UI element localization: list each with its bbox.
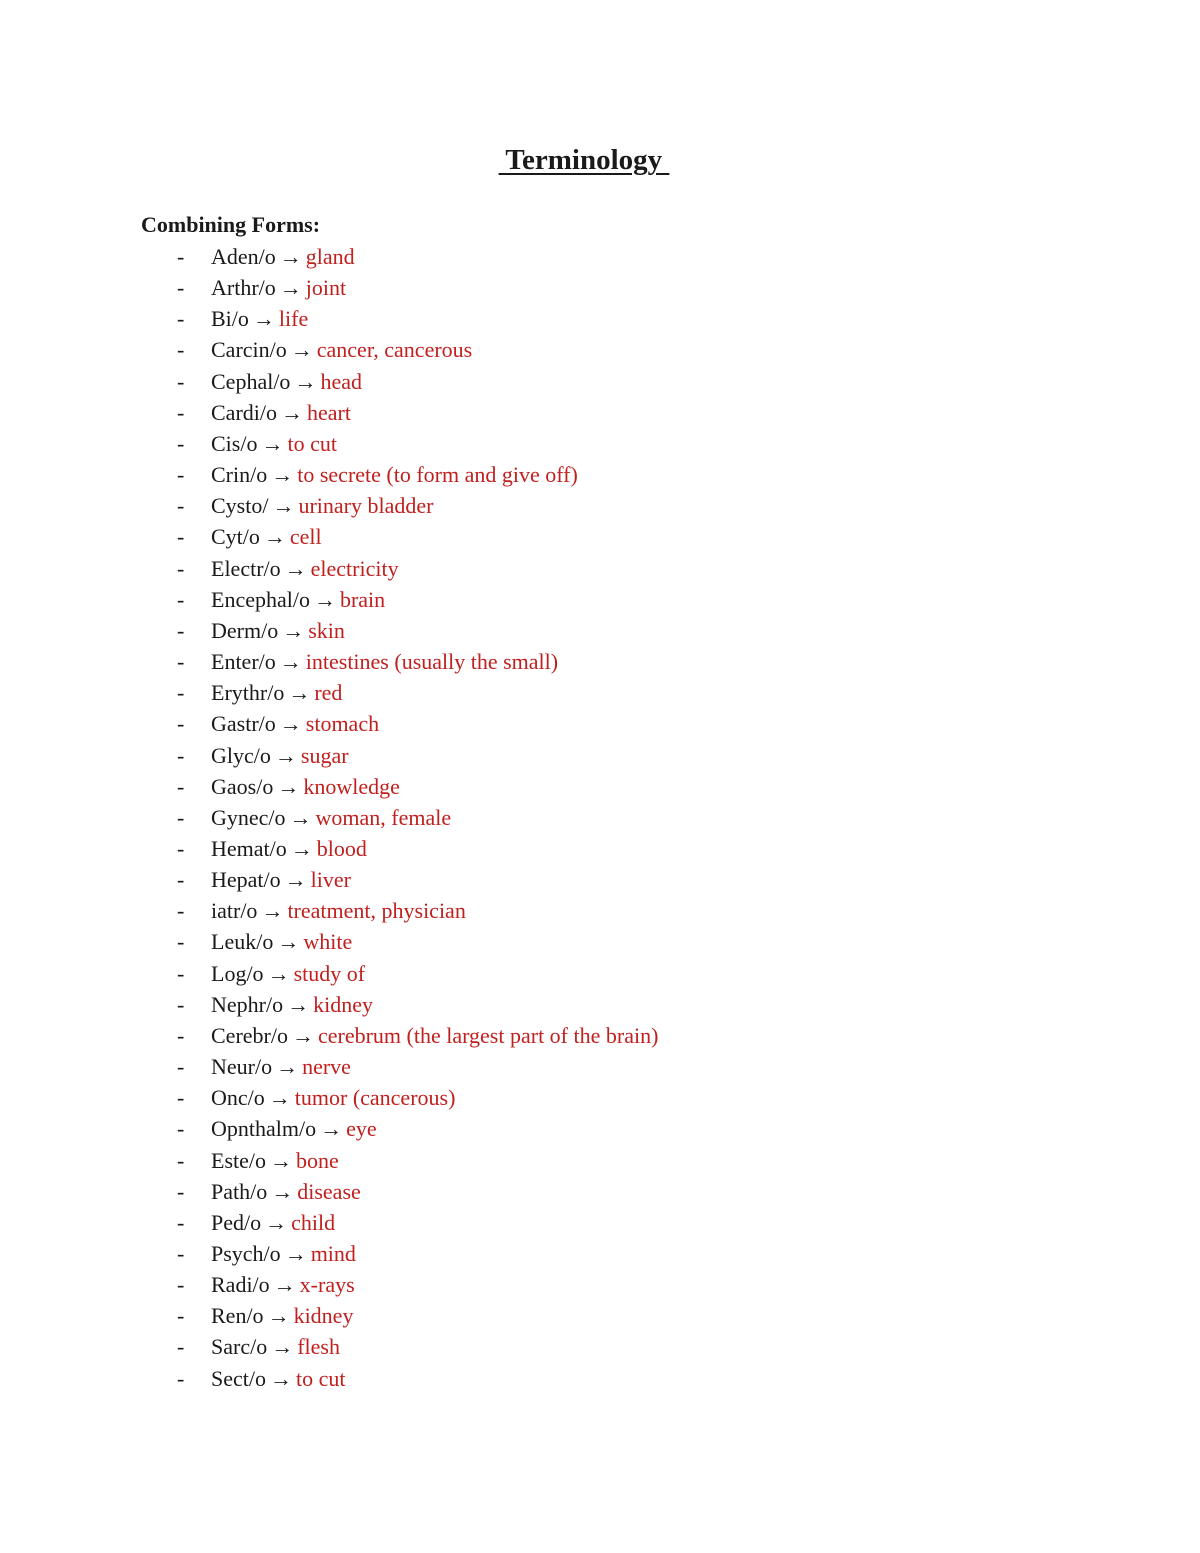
term-meaning: tumor (cancerous): [294, 1085, 456, 1111]
term-root: Arthr/o: [211, 275, 276, 301]
term-meaning: to secrete (to form and give off): [297, 462, 578, 488]
term-root: Este/o: [211, 1147, 266, 1173]
term-meaning: study of: [293, 960, 366, 986]
term-root: iatr/o: [211, 898, 258, 924]
term-meaning: red: [314, 680, 343, 706]
term-text: [211, 1207, 335, 1238]
term-root: Hepat/o: [211, 867, 281, 893]
term-text: [211, 740, 349, 771]
term-text: [211, 895, 466, 926]
arrow-icon: →: [274, 742, 297, 768]
bullet: -: [177, 835, 185, 861]
arrow-icon: →: [277, 773, 300, 799]
arrow-icon: →: [279, 244, 302, 269]
term-root: Cephal/o: [211, 368, 291, 394]
arrow-icon: →: [279, 711, 302, 737]
arrow-icon: →: [320, 1116, 343, 1142]
bullet: -: [177, 399, 185, 425]
term-meaning: brain: [339, 586, 386, 612]
term-meaning: intestines (usually the small): [305, 649, 559, 675]
term-meaning: life: [278, 306, 309, 332]
bullet: -: [177, 1178, 185, 1204]
bullet: -: [177, 555, 185, 581]
bullet: -: [177, 244, 185, 269]
bullet: -: [177, 1209, 185, 1235]
term-root: Electr/o: [211, 555, 281, 581]
arrow-icon: →: [272, 493, 295, 519]
term-root: Crin/o: [211, 462, 268, 488]
bullet: -: [177, 617, 185, 643]
arrow-icon: →: [291, 1022, 314, 1048]
bullet: -: [177, 337, 185, 363]
bullet: -: [177, 275, 185, 301]
bullet: -: [177, 1022, 185, 1048]
term-text: [211, 459, 578, 490]
arrow-icon: →: [281, 399, 303, 425]
term-root: Log/o: [211, 960, 264, 986]
term-root: Ren/o: [211, 1303, 264, 1329]
bullet: -: [177, 1303, 185, 1329]
term-text: [211, 958, 365, 989]
term-meaning: to cut: [287, 430, 337, 456]
bullet: -: [177, 1054, 185, 1080]
bullet: -: [177, 524, 185, 550]
term-root: Leuk/o: [211, 929, 274, 955]
term-text: [211, 864, 351, 895]
term-root: Erythr/o: [211, 680, 285, 706]
arrow-icon: →: [270, 1147, 292, 1173]
term-text: [211, 926, 352, 957]
bullet: -: [177, 1116, 185, 1142]
term-text: [211, 366, 362, 397]
arrow-icon: →: [271, 462, 294, 488]
bullet: -: [177, 898, 185, 924]
arrow-icon: →: [279, 649, 302, 675]
term-meaning: eye: [346, 1116, 377, 1142]
arrow-icon: →: [290, 835, 313, 861]
arrow-icon: →: [270, 1365, 292, 1391]
term-root: Psych/o: [211, 1241, 281, 1266]
term-text: [211, 677, 342, 708]
page-title: Terminology: [498, 144, 670, 176]
term-root: Hemat/o: [211, 835, 287, 861]
bullet: -: [177, 1147, 185, 1173]
term-meaning: child: [291, 1209, 336, 1235]
term-root: Aden/o: [211, 244, 276, 269]
term-text: [211, 1113, 377, 1144]
term-text: [211, 553, 399, 584]
arrow-icon: →: [263, 524, 286, 550]
term-meaning: disease: [297, 1178, 361, 1204]
term-root: Sect/o: [211, 1365, 266, 1391]
term-meaning: gland: [305, 244, 355, 269]
term-text: [211, 521, 322, 552]
arrow-icon: →: [282, 617, 305, 643]
arrow-icon: →: [290, 337, 313, 363]
term-text: [211, 1145, 339, 1176]
term-root: Path/o: [211, 1178, 268, 1204]
bullet: -: [177, 742, 185, 768]
arrow-icon: →: [276, 1054, 299, 1080]
term-root: Radi/o: [211, 1272, 270, 1298]
term-root: Encephal/o: [211, 586, 310, 612]
arrow-icon: →: [252, 306, 275, 332]
term-text: [211, 615, 345, 646]
bullet: -: [177, 804, 185, 830]
term-root: Onc/o: [211, 1085, 265, 1111]
arrow-icon: →: [313, 586, 336, 612]
arrow-icon: →: [265, 1209, 288, 1235]
arrow-icon: →: [294, 368, 317, 394]
term-meaning: bone: [296, 1147, 339, 1173]
term-meaning: treatment, physician: [287, 898, 466, 924]
term-meaning: cerebrum (the largest part of the brain): [317, 1022, 659, 1048]
term-text: [211, 1331, 340, 1362]
term-meaning: mind: [310, 1241, 356, 1266]
bullet: -: [177, 711, 185, 737]
arrow-icon: →: [277, 929, 300, 955]
bullet: -: [177, 649, 185, 675]
term-meaning: joint: [305, 275, 347, 301]
bullet: -: [177, 430, 185, 456]
bullet: -: [177, 929, 185, 955]
bullet: -: [177, 368, 185, 394]
arrow-icon: →: [271, 1334, 294, 1360]
term-text: [211, 303, 308, 334]
term-root: Enter/o: [211, 649, 276, 675]
term-meaning: cancer, cancerous: [316, 337, 473, 363]
term-text: [211, 1238, 356, 1269]
term-text: [211, 1020, 658, 1051]
term-root: Cyt/o: [211, 524, 260, 550]
term-text: [211, 272, 346, 303]
term-meaning: white: [303, 929, 353, 955]
term-meaning: liver: [310, 867, 351, 893]
arrow-icon: →: [261, 898, 284, 924]
bullet: -: [177, 960, 185, 986]
term-meaning: blood: [316, 835, 367, 861]
term-root: Glyc/o: [211, 742, 271, 768]
arrow-icon: →: [288, 680, 311, 706]
term-root: Bi/o: [211, 306, 249, 332]
term-text: [211, 1051, 351, 1082]
term-text: [211, 708, 379, 739]
bullet: -: [177, 1272, 185, 1298]
term-text: [211, 241, 355, 272]
term-meaning: heart: [307, 399, 351, 425]
term-meaning: cell: [289, 524, 322, 550]
term-meaning: woman, female: [315, 804, 452, 830]
term-root: Cardi/o: [211, 399, 277, 425]
term-text: [211, 1176, 361, 1207]
term-root: Opnthalm/o: [211, 1116, 317, 1142]
bullet: -: [177, 1085, 185, 1111]
bullet: -: [177, 991, 185, 1017]
term-text: [211, 1363, 346, 1394]
arrow-icon: →: [284, 555, 307, 581]
bullet: -: [177, 462, 185, 488]
term-meaning: electricity: [310, 555, 399, 581]
term-text: [211, 1269, 355, 1300]
term-meaning: sugar: [300, 742, 349, 768]
term-root: Cerebr/o: [211, 1022, 288, 1048]
term-root: Cis/o: [211, 430, 258, 456]
term-text: [211, 802, 451, 833]
term-text: [211, 989, 373, 1020]
term-root: Gynec/o: [211, 804, 286, 830]
arrow-icon: →: [261, 430, 284, 456]
term-text: [211, 646, 558, 677]
bullet: -: [177, 1365, 185, 1391]
term-root: Ped/o: [211, 1209, 262, 1235]
bullet: -: [177, 586, 185, 612]
term-meaning: knowledge: [303, 773, 400, 799]
arrow-icon: →: [289, 804, 312, 830]
bullet: -: [177, 1241, 185, 1266]
term-text: [211, 397, 351, 428]
term-meaning: stomach: [305, 711, 380, 737]
bullet: -: [177, 867, 185, 893]
arrow-icon: →: [267, 960, 290, 986]
term-root: Cysto/: [211, 493, 269, 519]
term-root: Carcin/o: [211, 337, 287, 363]
term-text: [211, 428, 337, 459]
arrow-icon: →: [284, 1241, 307, 1266]
arrow-icon: →: [267, 1303, 290, 1329]
arrow-icon: →: [271, 1178, 294, 1204]
bullet: -: [177, 1334, 185, 1360]
arrow-icon: →: [273, 1272, 296, 1298]
term-meaning: flesh: [297, 1334, 340, 1360]
term-text: [211, 1300, 353, 1331]
term-meaning: x-rays: [299, 1272, 355, 1298]
term-root: Nephr/o: [211, 991, 284, 1017]
term-root: Sarc/o: [211, 1334, 268, 1360]
term-meaning: kidney: [293, 1303, 354, 1329]
term-text: [211, 334, 472, 365]
term-root: Neur/o: [211, 1054, 273, 1080]
term-root: Gastr/o: [211, 711, 276, 737]
term-text: [211, 833, 367, 864]
term-meaning: skin: [308, 617, 345, 643]
term-text: [211, 1082, 455, 1113]
section-heading: Combining Forms:: [141, 212, 321, 237]
term-meaning: to cut: [296, 1365, 346, 1391]
arrow-icon: →: [279, 275, 302, 301]
bullet: -: [177, 306, 185, 332]
term-text: [211, 771, 400, 802]
term-meaning: urinary bladder: [298, 493, 434, 519]
bullet: -: [177, 773, 185, 799]
term-root: Gaos/o: [211, 773, 274, 799]
term-text: [211, 584, 385, 615]
term-meaning: nerve: [302, 1054, 351, 1080]
bullet: -: [177, 680, 185, 706]
term-text: [211, 490, 433, 521]
bullet: -: [177, 493, 185, 519]
arrow-icon: →: [268, 1085, 291, 1111]
arrow-icon: →: [284, 867, 307, 893]
arrow-icon: →: [287, 991, 310, 1017]
term-meaning: kidney: [313, 991, 373, 1017]
term-root: Derm/o: [211, 617, 279, 643]
term-meaning: head: [320, 368, 362, 394]
